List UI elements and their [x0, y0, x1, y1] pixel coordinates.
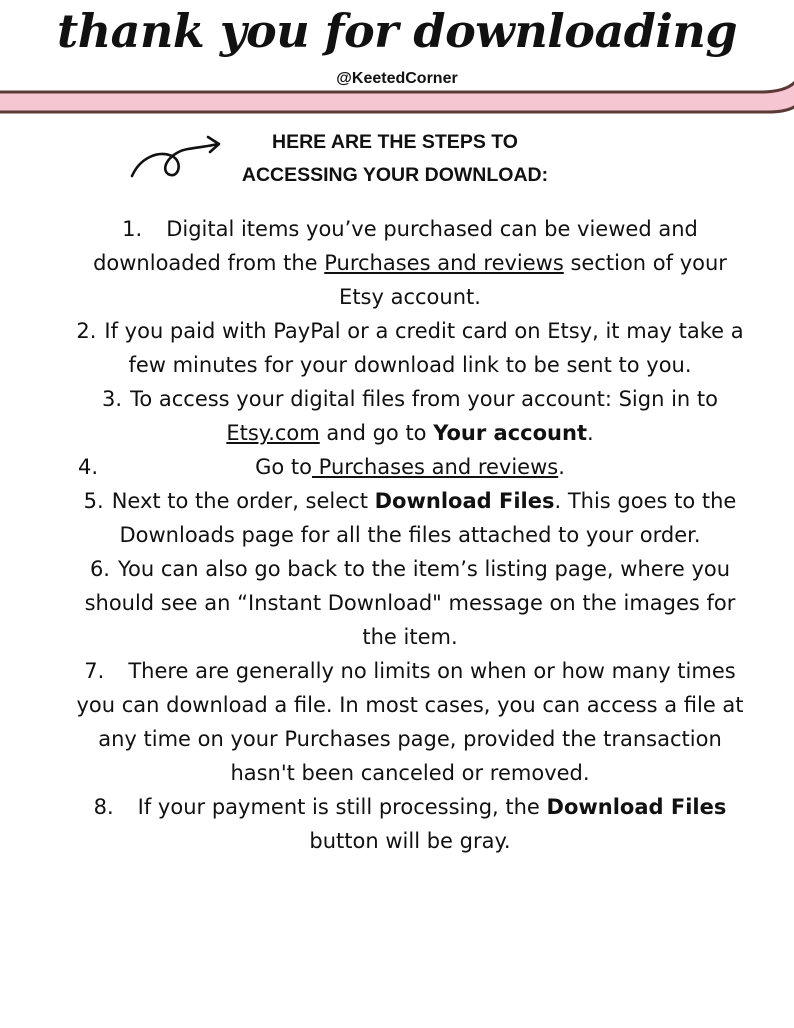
step-item-2	[74, 314, 746, 382]
download-files-label: Download Files	[546, 795, 727, 819]
steps-heading-line-1: HERE ARE THE STEPS TO	[272, 131, 518, 153]
step-text: button will be gray.	[309, 829, 511, 853]
step-text: Next to the order, select	[111, 489, 375, 513]
page-title: thank you for downloading	[56, 4, 737, 58]
step-number: 6.	[89, 557, 110, 581]
step-item-8	[74, 790, 746, 858]
purchases-and-reviews-link[interactable]: Purchases and reviews	[324, 251, 564, 275]
steps-heading	[190, 126, 600, 192]
step-item-5	[74, 484, 746, 552]
download-files-label: Download Files	[374, 489, 555, 513]
step-text: If your payment is still processing, the	[137, 795, 547, 819]
step-text: Digital items you’ve purchased can be viewed and downloaded from the	[93, 217, 698, 275]
steps-heading-line-2: ACCESSING YOUR DOWNLOAD:	[241, 164, 549, 186]
step-number: 8.	[93, 795, 114, 819]
step-text: You can also go back to the item’s listing page, where you should see an “Instant Download" message on the images for the item.	[84, 557, 736, 649]
step-text: section of your Etsy account.	[339, 251, 727, 309]
steps-list	[74, 212, 746, 858]
shop-handle: @KeetedCorner	[336, 70, 458, 87]
etsy-com-link[interactable]: Etsy.com	[226, 421, 320, 445]
step-text: .	[586, 421, 594, 445]
step-item-1	[74, 212, 746, 314]
step-text: . This goes to the Downloads page for all the files attached to your order.	[119, 489, 737, 547]
step-number: 4.	[78, 455, 99, 479]
purchases-and-reviews-link[interactable]: Purchases and reviews	[311, 455, 559, 479]
step-text: and go to	[319, 421, 434, 445]
step-text: .	[558, 455, 565, 479]
step-text: If you paid with PayPal or a credit card on Etsy, it may take a few minutes for your download link to be sent to you.	[104, 319, 744, 377]
step-number: 7.	[84, 659, 105, 683]
step-number: 3.	[102, 387, 123, 411]
step-text: Go to	[255, 455, 312, 479]
step-number: 1.	[122, 217, 143, 241]
step-item-3	[74, 382, 746, 450]
step-text: There are generally no limits on when or how many times you can download a file. In most cases, you can access a file at any time on your Purchases page, provided the transaction hasn't been canceled or removed.	[76, 659, 744, 785]
step-text: To access your digital files from your account: Sign in to	[130, 387, 718, 411]
step-item-7	[74, 654, 746, 790]
step-item-6	[74, 552, 746, 654]
your-account-label: Your account	[433, 421, 587, 445]
step-item-4	[74, 450, 746, 484]
step-number: 5.	[83, 489, 104, 513]
step-number: 2.	[76, 319, 97, 343]
